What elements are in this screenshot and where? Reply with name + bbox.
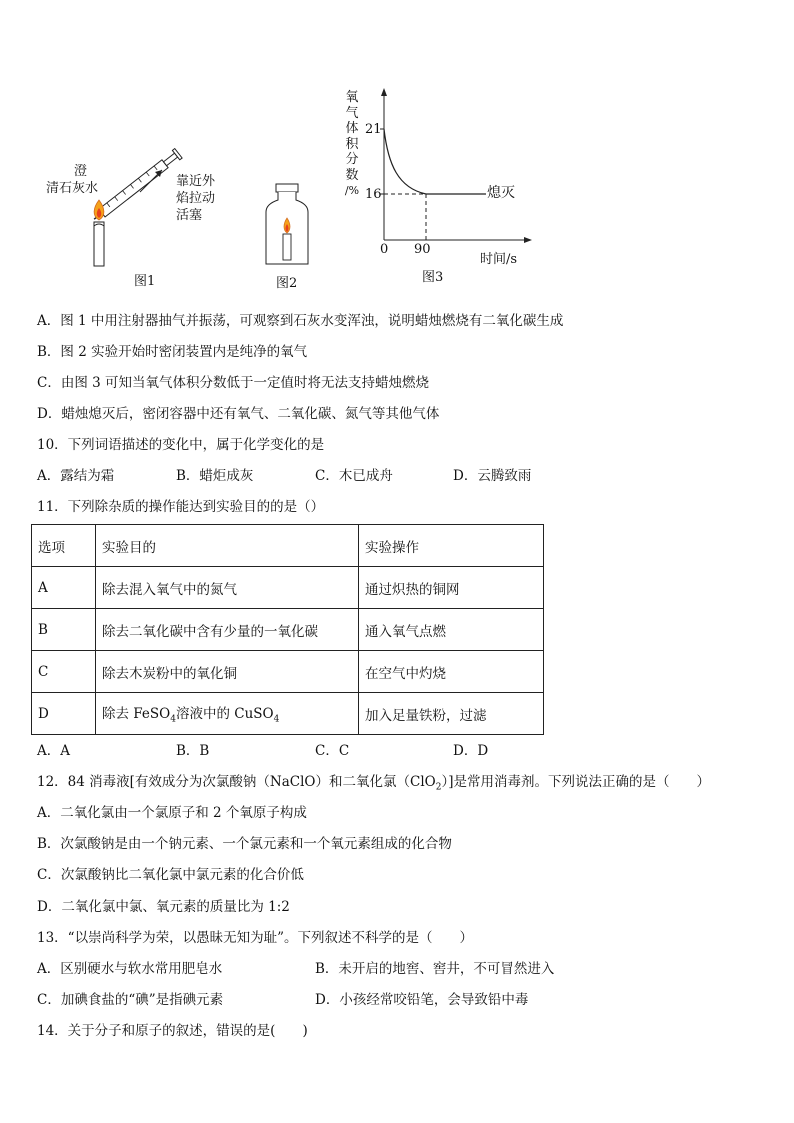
q13-option-d: D．小孩经常咬铅笔，会导致铅中毒 [315, 992, 529, 1008]
q12-stem [37, 773, 710, 797]
subscript: 4 [273, 714, 280, 725]
q9-option-c: C．由图 3 可知当氧气体积分数低于一定值时将无法支持蜡烛燃烧 [37, 375, 430, 391]
ylabel-char: /% [344, 184, 360, 197]
q11-table [31, 524, 544, 735]
y-tick-16: 16 [365, 187, 382, 202]
q12-option-a: A．二氧化氯由一个氯原子和 2 个氧原子构成 [37, 805, 307, 821]
q13-option-a: A．区别硬水与软水常用肥皂水 [37, 961, 223, 977]
subscript: 2 [435, 782, 442, 793]
q13-option-b: B．未开启的地窖、窖井，不可冒然进入 [315, 961, 555, 977]
q12-option-c: C．次氯酸钠比二氧化氯中氯元素的化合价低 [37, 867, 304, 883]
table-cell: 除去二氧化碳中含有少量的一氧化碳 [96, 609, 359, 651]
ylabel-char: 气 [345, 105, 359, 121]
q10-stem: 10．下列词语描述的变化中，属于化学变化的是 [37, 437, 325, 453]
table-cell: A [32, 567, 96, 609]
subscript: 4 [170, 714, 176, 725]
table-header-row [32, 525, 544, 567]
figure-1 [40, 130, 240, 290]
q11-option-b: B．B [176, 743, 210, 759]
label-limewater-line1: 澄 [74, 164, 88, 179]
sealed-jar-candle-diagram [262, 182, 312, 268]
table-cell: C [32, 651, 96, 693]
ylabel-char: 积 [345, 136, 359, 152]
q11-stem: 11．下列除杂质的操作能达到实验目的的是（） [37, 499, 325, 515]
table-row [32, 693, 544, 735]
y-tick-21: 21 [365, 122, 382, 137]
q12-option-d: D．二氧化氯中氯、氧元素的质量比为 1:2 [37, 899, 290, 915]
q10-option-b: B．蜡炬成灰 [176, 468, 254, 484]
ylabel-char: 数 [345, 167, 359, 183]
table-cell: 通过炽热的铜网 [359, 567, 544, 609]
figure-1-caption: 图1 [134, 274, 156, 289]
q11-option-a: A．A [37, 743, 70, 759]
label-limewater-line2: 清石灰水 [46, 181, 99, 196]
q9-option-b: B．图 2 实验开始时密闭装置内是纯净的氧气 [37, 344, 308, 360]
q14-stem: 14．关于分子和原子的叙述，错误的是( ) [37, 1023, 308, 1039]
q11-option-c: C．C [315, 743, 350, 759]
q11-option-d: D．D [453, 743, 489, 759]
table-cell-formula [96, 693, 359, 735]
formula-text: 除去 FeSO [102, 706, 171, 723]
table-cell: 加入足量铁粉，过滤 [359, 693, 544, 735]
table-header-cell: 实验目的 [96, 525, 359, 567]
table-cell: 在空气中灼烧 [359, 651, 544, 693]
ylabel-char: 分 [345, 152, 359, 167]
x-axis-label: 时间/s [480, 252, 518, 267]
q10-option-c: C．木已成舟 [315, 468, 393, 484]
q10-option-d: D．云腾致雨 [453, 468, 532, 484]
table-cell: 通入氧气点燃 [359, 609, 544, 651]
figure-3-caption: 图3 [422, 270, 444, 285]
oxygen-curve [340, 84, 540, 254]
stem-text: ）]是常用消毒剂。下列说法正确的是（ ） [441, 774, 710, 790]
table-header-cell: 选项 [32, 525, 96, 567]
table-cell: B [32, 609, 96, 651]
q10-option-a: A．露结为霜 [37, 468, 115, 484]
q13-option-c: C．加碘食盐的“碘”是指碘元素 [37, 992, 224, 1008]
figure-3 [340, 84, 540, 274]
formula-text: 溶液中的 CuSO [175, 706, 274, 723]
ylabel-char: 体 [345, 121, 359, 136]
table-cell: 除去木炭粉中的氧化铜 [96, 651, 359, 693]
table-header-cell: 实验操作 [359, 525, 544, 567]
table-cell: D [32, 693, 96, 735]
label-pull-line3: 活塞 [176, 208, 203, 223]
figure-2-caption: 图2 [276, 276, 298, 291]
table-row [32, 567, 544, 609]
q13-stem: 13．“以崇尚科学为荣，以愚昧无知为耻”。下列叙述不科学的是（ ） [37, 930, 473, 946]
ylabel-char: 氧 [345, 90, 359, 105]
q9-option-d: D．蜡烛熄灭后，密闭容器中还有氧气、二氧化碳、氮气等其他气体 [37, 406, 440, 422]
stem-text: 12．84 消毒液[有效成分为次氯酸钠（NaClO）和二氧化氯（ClO [37, 774, 436, 790]
extinguished-annotation: 熄灭 [487, 185, 515, 201]
x-tick-0: 0 [380, 242, 389, 257]
table-cell: 除去混入氧气中的氮气 [96, 567, 359, 609]
x-tick-90: 90 [414, 242, 431, 257]
label-pull-line2: 焰拉动 [176, 191, 216, 206]
table-row [32, 651, 544, 693]
q9-option-a: A．图 1 中用注射器抽气并振荡，可观察到石灰水变浑浊，说明蜡烛燃烧有二氧化碳生成 [37, 313, 564, 329]
label-pull-line1: 靠近外 [176, 174, 216, 189]
q12-option-b: B．次氯酸钠是由一个钠元素、一个氯元素和一个氧元素组成的化合物 [37, 836, 452, 852]
table-row [32, 609, 544, 651]
